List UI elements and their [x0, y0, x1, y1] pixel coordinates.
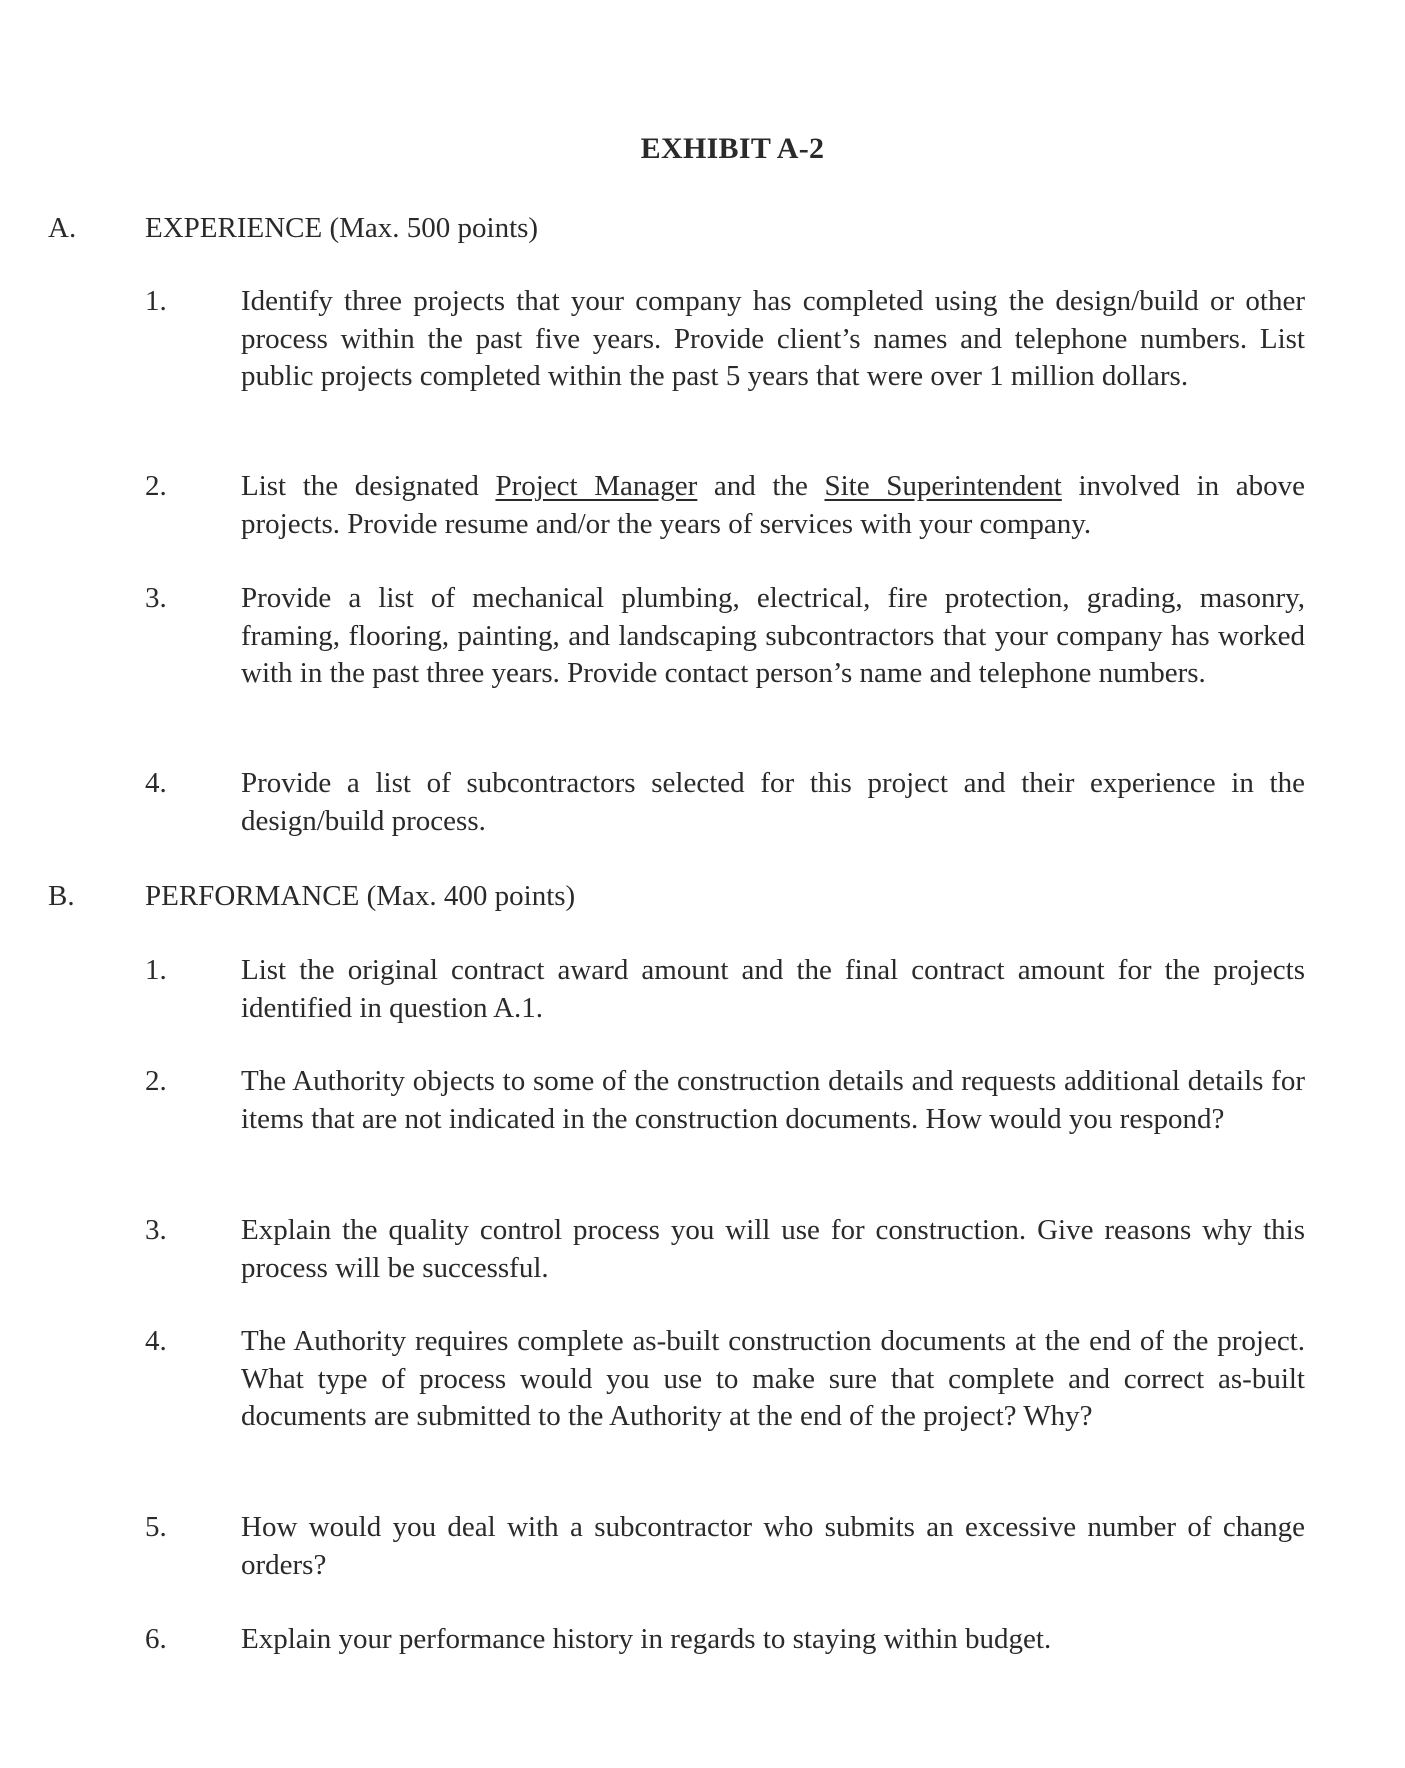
item-number: 5. [145, 1511, 167, 1543]
item-text-part: and the [697, 470, 825, 502]
item-text: Explain your performance history in regards to staying within budget. [241, 1623, 1052, 1655]
section-letter: B. [48, 880, 75, 912]
item-text: The Authority objects to some of the construction details and requests additional details for items that are not indicated in the construction documents. How would you respond? [241, 1065, 1305, 1135]
item-number: 4. [145, 767, 167, 799]
underlined-role-site-superintendent: Site Superintendent [824, 470, 1062, 502]
underlined-role-project-manager: Project Manager [495, 470, 698, 502]
item-text: Explain the quality control process you will use for construction. Give reasons why this process will be successful. [241, 1214, 1305, 1284]
item-text-part: involved in above projects. Provide resume and/or the years of services with your company. [241, 470, 1306, 540]
list-item-a3 [145, 580, 1305, 693]
section-heading-a [48, 210, 538, 247]
item-number: 2. [145, 470, 167, 502]
section-title: EXPERIENCE (Max. 500 points) [145, 212, 539, 244]
item-text: Provide a list of subcontractors selected for this project and their experience in the design/build process. [241, 767, 1305, 837]
item-number: 4. [145, 1325, 167, 1357]
list-item-a4 [145, 765, 1305, 840]
item-text: List the original contract award amount and the final contract amount for the projects identified in question A.1. [241, 954, 1305, 1024]
list-item-b2 [145, 1063, 1305, 1138]
list-item-b3 [145, 1212, 1305, 1287]
section-title: PERFORMANCE (Max. 400 points) [145, 880, 576, 912]
list-item-b4 [145, 1323, 1305, 1436]
list-item-a2 [145, 468, 1305, 543]
list-item-b6 [145, 1621, 1305, 1659]
item-text-part: List the designated [241, 470, 496, 502]
page-title: EXHIBIT A-2 [640, 132, 825, 165]
list-item-a1 [145, 283, 1305, 396]
item-text: The Authority requires complete as-built construction documents at the end of the project. What type of process would you use to make sure that complete and correct as-built documents are submitted to the Authority at the end of the project? Why? [241, 1325, 1305, 1432]
item-text: Identify three projects that your company has completed using the design/build or other process within the past five years. Provide client’s names and telephone numbers. List public projects completed within the past 5 years that were over 1 million dollars. [241, 285, 1305, 392]
item-number: 1. [145, 954, 167, 986]
item-number: 3. [145, 582, 167, 614]
item-number: 6. [145, 1623, 167, 1655]
list-item-b5 [145, 1509, 1305, 1584]
list-item-b1 [145, 952, 1305, 1027]
item-text: Provide a list of mechanical plumbing, electrical, fire protection, grading, masonry, framing, flooring, painting, and landscaping subcontractors that your company has worked with in the past three years. Provide contact person’s name and telephone numbers. [241, 582, 1305, 689]
section-letter: A. [48, 212, 77, 244]
item-number: 2. [145, 1065, 167, 1097]
item-text: How would you deal with a subcontractor who submits an excessive number of change orders? [241, 1511, 1305, 1581]
item-number: 3. [145, 1214, 167, 1246]
section-heading-b [48, 878, 575, 915]
item-text [241, 468, 1305, 543]
item-number: 1. [145, 285, 167, 317]
